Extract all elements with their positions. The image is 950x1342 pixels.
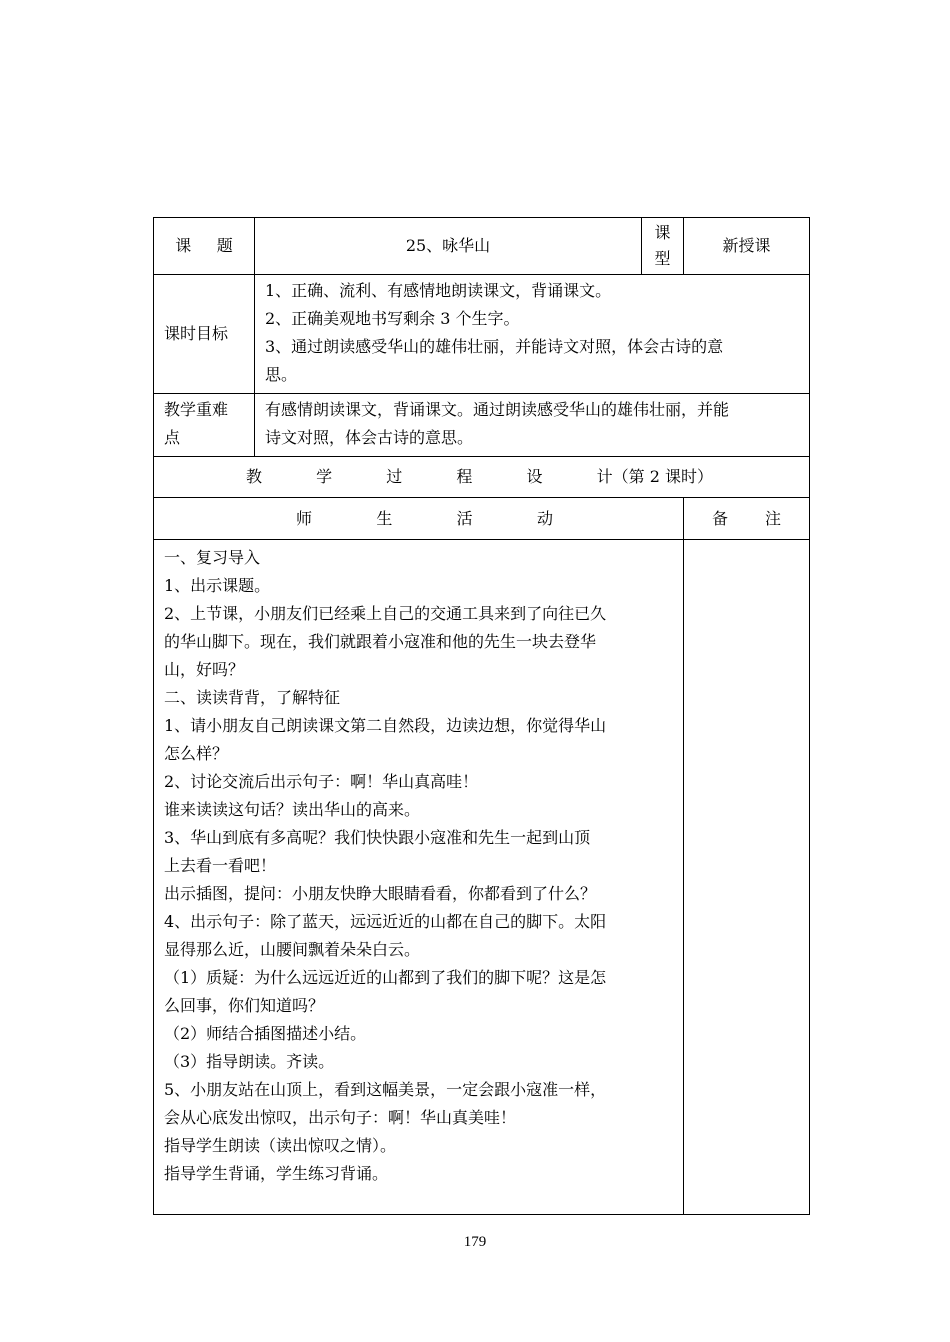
activity-line: 出示插图，提问：小朋友快睁大眼睛看看，你都看到了什么？ xyxy=(164,884,597,903)
objective-line: 1、正确、流利、有感情地朗读课文，背诵课文。 xyxy=(265,281,612,300)
keypoints-label-cell xyxy=(154,394,255,457)
activity-line: 2、讨论交流后出示句子：啊！华山真高哇！ xyxy=(164,772,479,791)
activity-line: 怎么样？ xyxy=(164,744,229,763)
activity-line: 一、复习导入 xyxy=(164,548,261,567)
activity-line: 1、请小朋友自己朗读课文第二自然段，边读边想，你觉得华山 xyxy=(164,716,607,735)
process-char: 设 xyxy=(526,467,543,486)
activity-line: 会从心底发出惊叹，出示句子：啊！华山真美哇！ xyxy=(164,1108,517,1127)
keypoint-line: 诗文对照，体会古诗的意思。 xyxy=(265,428,474,447)
activity-line: （3）指导朗读。齐读。 xyxy=(164,1052,335,1071)
activity-line: 指导学生背诵，学生练习背诵。 xyxy=(164,1164,389,1183)
activity-line: 显得那么近，山腰间飘着朵朵白云。 xyxy=(164,940,421,959)
keypoints-label-b: 点 xyxy=(164,428,181,447)
activity-line: 指导学生朗读（读出惊叹之情）。 xyxy=(164,1136,397,1155)
lesson-plan-table xyxy=(153,217,810,1215)
activity-row xyxy=(154,540,810,1215)
topic-label-a: 课 xyxy=(175,236,192,255)
objectives-content xyxy=(255,275,810,394)
objective-line: 3、通过朗读感受华山的雄伟壮丽，并能诗文对照，体会古诗的意 xyxy=(265,337,724,356)
notes-header-char: 注 xyxy=(765,508,782,528)
topic-row xyxy=(154,218,810,275)
activity-line: （1）质疑：为什么远远近近的山都到了我们的脚下呢？这是怎 xyxy=(164,968,607,987)
activity-header xyxy=(154,498,684,540)
keypoint-line: 有感情朗读课文，背诵课文。通过朗读感受华山的雄伟壮丽，并能 xyxy=(265,400,730,419)
activity-line: 山，好吗？ xyxy=(164,660,245,679)
activity-line: 3、华山到底有多高呢？我们快快跟小寇准和先生一起到山顶 xyxy=(164,828,591,847)
objectives-label: 课时目标 xyxy=(154,275,255,394)
activity-line: 么回事，你们知道吗？ xyxy=(164,996,325,1015)
activity-content xyxy=(154,540,684,1215)
topic-label-cell xyxy=(154,218,255,275)
keypoints-content xyxy=(255,394,810,457)
activity-line: （2）师结合插图描述小结。 xyxy=(164,1024,367,1043)
process-char: 学 xyxy=(316,467,333,486)
notes-header xyxy=(684,498,810,540)
activity-line: 1、出示课题。 xyxy=(164,576,271,595)
activity-line: 2、上节课，小朋友们已经乘上自己的交通工具来到了向往已久 xyxy=(164,604,607,623)
keypoints-row xyxy=(154,394,810,457)
page-number: 179 xyxy=(463,1234,487,1250)
activity-line: 上去看一看吧！ xyxy=(164,856,277,875)
activity-line: 的华山脚下。现在，我们就跟着小寇准和他的先生一块去登华 xyxy=(164,632,597,651)
type-label-a: 课 xyxy=(654,223,671,242)
process-char: 计（第 2 课时） xyxy=(596,467,713,486)
process-header-row xyxy=(154,457,810,498)
process-char: 过 xyxy=(386,467,403,486)
objectives-row xyxy=(154,275,810,394)
activity-header-row xyxy=(154,498,810,540)
activity-header-char: 动 xyxy=(536,508,553,528)
keypoints-label-a: 教学重难 xyxy=(164,400,229,419)
activity-line: 二、读读背背，了解特征 xyxy=(164,688,341,707)
type-value: 新授课 xyxy=(684,218,810,275)
notes-header-char: 备 xyxy=(712,508,729,528)
activity-line: 谁来读读这句话？读出华山的高来。 xyxy=(164,800,421,819)
type-label-b: 型 xyxy=(654,249,671,268)
notes-content xyxy=(684,540,810,1215)
activity-line: 4、出示句子：除了蓝天，远远近近的山都在自己的脚下。太阳 xyxy=(164,912,607,931)
activity-header-char: 活 xyxy=(456,508,473,528)
process-char: 程 xyxy=(456,467,473,486)
type-label-cell xyxy=(642,218,684,275)
activity-line: 5、小朋友站在山顶上，看到这幅美景，一定会跟小寇准一样， xyxy=(164,1080,607,1099)
objective-line: 2、正确美观地书写剩余 3 个生字。 xyxy=(265,309,520,328)
activity-header-char: 生 xyxy=(376,508,393,528)
topic-label-b: 题 xyxy=(216,236,233,255)
activity-header-char: 师 xyxy=(296,508,313,528)
topic-value: 25、咏华山 xyxy=(255,218,642,275)
process-header xyxy=(154,457,810,498)
objective-line: 思。 xyxy=(265,365,298,384)
process-char: 教 xyxy=(246,467,263,486)
